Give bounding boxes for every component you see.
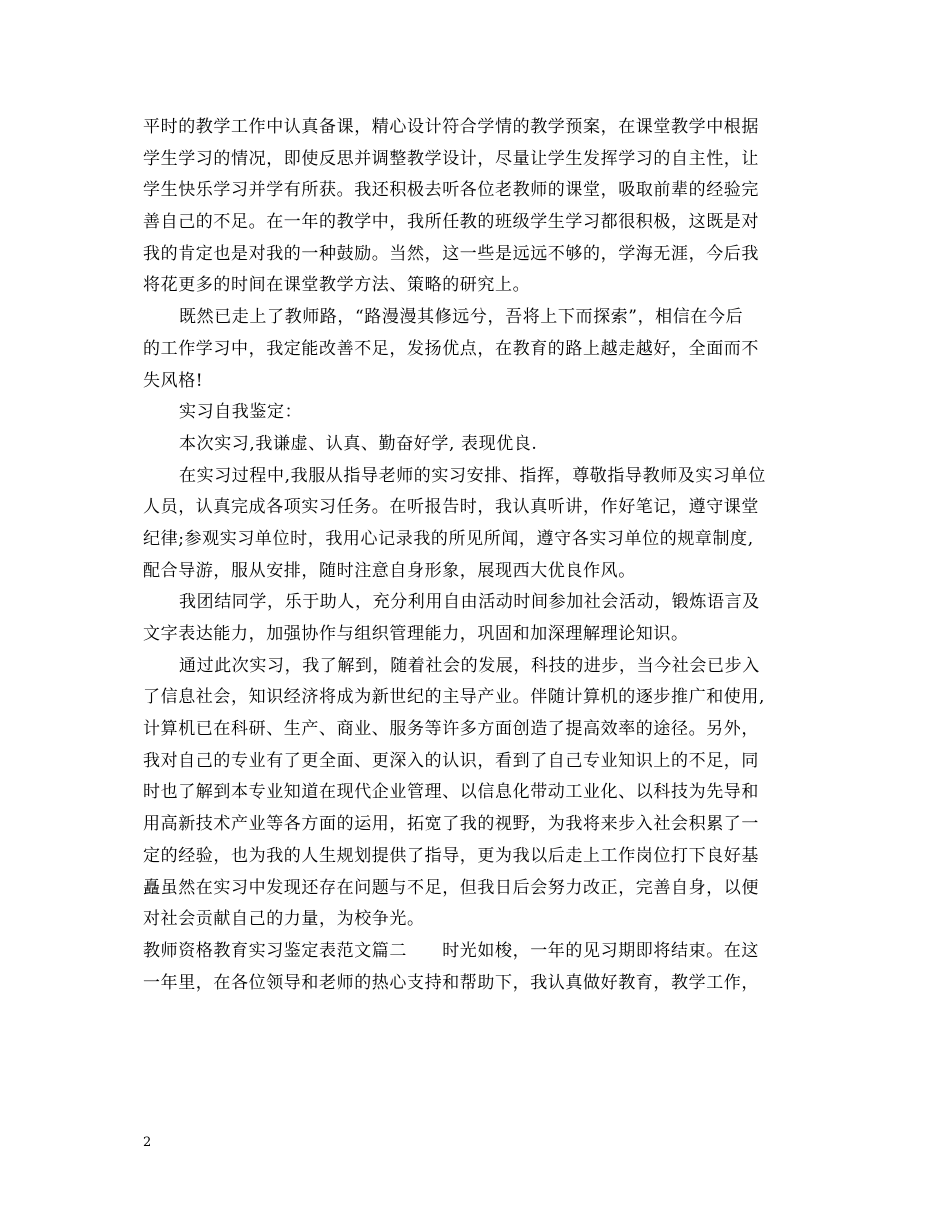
text-line: 我的肯定也是对我的一种鼓励。当然，这一些是远远不够的，学海无涯，今后我 xyxy=(143,243,759,264)
text-line: 善自己的不足。在一年的教学中，我所任教的班级学生学习都很积极，这既是对 xyxy=(143,212,759,233)
text-line: 矗虽然在实习中发现还存在问题与不足，但我日后会努力改正，完善自身，以便 xyxy=(143,877,759,898)
text-line: 教师资格教育实习鉴定表范文篇二 时光如梭，一年的见习期即将结束。在这 xyxy=(143,940,759,961)
text-line: 既然已走上了教师路，“路漫漫其修远兮，吾将上下而探索”，相信在今后 xyxy=(179,307,744,328)
text-line: 文字表达能力，加强协作与组织管理能力，巩固和加深理解理论知识。 xyxy=(143,624,689,644)
text-line: 将花更多的时间在课堂教学方法、策略的研究上。 xyxy=(143,275,531,296)
text-line: 定的经验，也为我的人生规划提供了指导，更为我以后走上工作岗位打下良好基 xyxy=(143,845,759,866)
page-number: 2 xyxy=(143,1135,152,1150)
text-line: 的工作学习中，我定能改善不足，发扬优点，在教育的路上越走越好，全面而不 xyxy=(143,338,759,359)
text-line: 人员，认真完成各项实习任务。在听报告时，我认真听讲，作好笔记，遵守课堂 xyxy=(143,497,759,518)
text-line: 我对自己的专业有了更全面、更深入的认识，看到了自己专业知识上的不足，同 xyxy=(143,750,759,771)
text-line: 平时的教学工作中认真备课，精心设计符合学情的教学预案，在课堂教学中根据 xyxy=(143,117,759,137)
text-line: 在实习过程中,我服从指导老师的实习安排、指挥，尊敬指导教师及实习单位 xyxy=(179,465,766,486)
text-line: 对社会贡献自己的力量，为校争光。 xyxy=(143,909,425,930)
text-line: 纪律;参观实习单位时，我用心记录我的所见所闻，遵守各实习单位的规章制度, xyxy=(143,528,754,549)
text-line: 失风格! xyxy=(143,370,204,391)
text-line: 了信息社会，知识经济将成为新世纪的主导产业。伴随计算机的逐步推广和使用, xyxy=(143,687,766,708)
document-body xyxy=(143,112,811,999)
text-line: 计算机已在科研、生产、商业、服务等许多方面创造了提高效率的途径。另外， xyxy=(143,719,759,740)
text-line: 我团结同学，乐于助人，充分利用自由活动时间参加社会活动，锻炼语言及 xyxy=(179,592,760,613)
text-line: 学生学习的情况，即使反思并调整教学设计，尽量让学生发挥学习的自主性，让 xyxy=(143,148,759,169)
text-line: 一年里，在各位领导和老师的热心支持和帮助下，我认真做好教育，教学工作， xyxy=(143,972,759,993)
text-line: 本次实习,我谦虚、认真、勤奋好学, 表现优良. xyxy=(179,433,538,454)
text-line: 学生快乐学习并学有所获。我还积极去听各位老教师的课堂，吸取前辈的经验完 xyxy=(143,180,759,201)
text-line: 时也了解到本专业知道在现代企业管理、以信息化带动工业化、以科技为先导和 xyxy=(143,782,759,803)
text-line: 配合导游，服从安排，随时注意自身形象，展现西大优良作风。 xyxy=(143,560,636,581)
text-line: 实习自我鉴定： xyxy=(179,402,303,423)
text-line: 用高新技术产业等各方面的运用，拓宽了我的视野，为我将来步入社会积累了一 xyxy=(143,814,759,835)
text-line: 通过此次实习，我了解到，随着社会的发展，科技的进步，当今社会已步入 xyxy=(179,655,760,676)
